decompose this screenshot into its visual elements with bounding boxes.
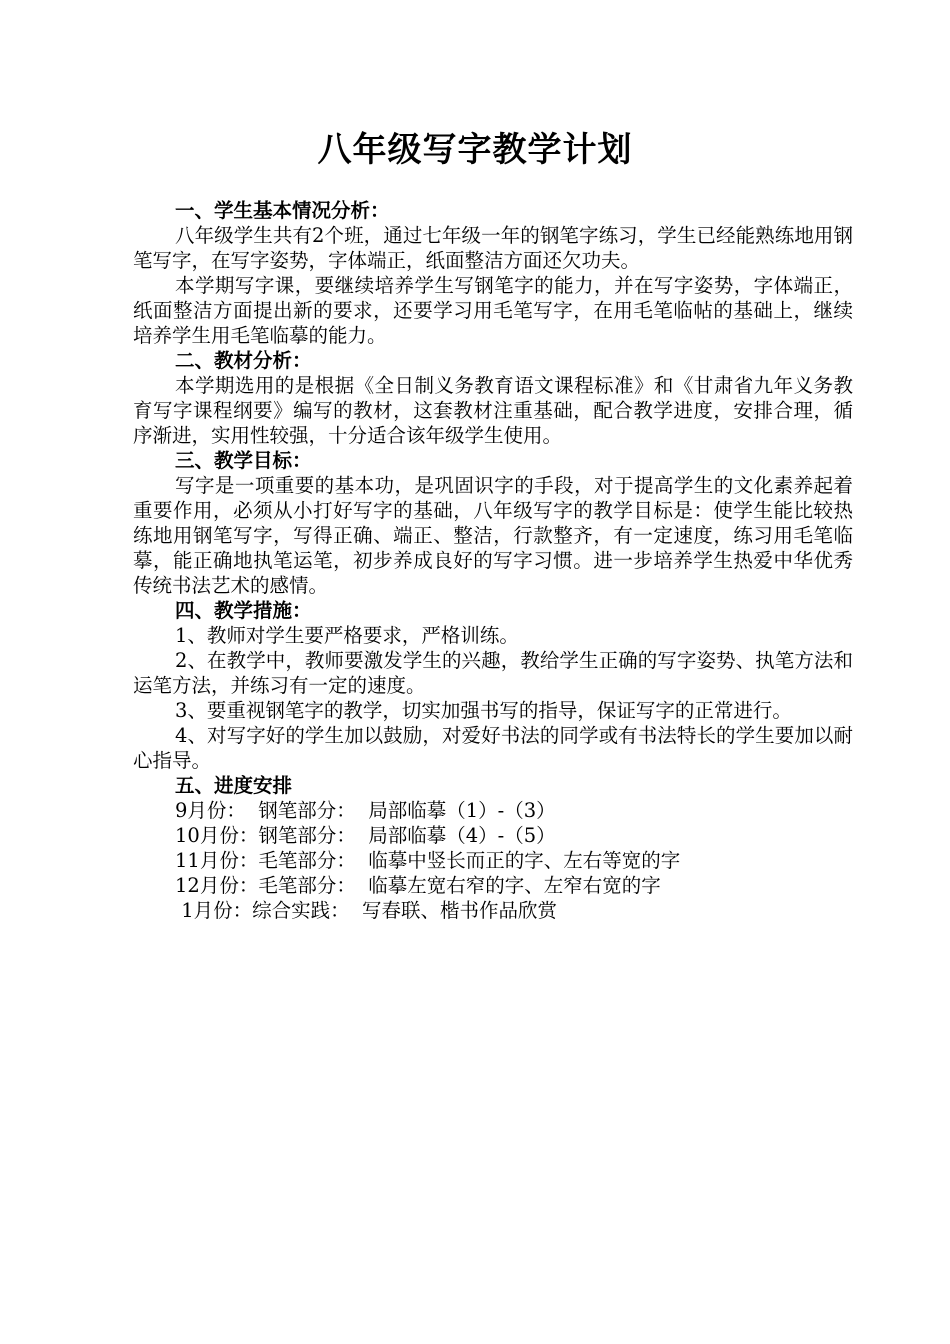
- schedule-item: 10月份：钢笔部分： 局部临摹（4）-（5）: [175, 824, 556, 847]
- section-heading: 五、进度安排: [175, 774, 293, 797]
- schedule-item: 12月份：毛笔部分： 临摹左宽右窄的字、左窄右宽的字: [175, 874, 661, 897]
- list-item: 3、要重视钢笔字的教学，切实加强书写的指导，保证写字的正常进行。: [175, 699, 792, 722]
- schedule-list: [133, 798, 853, 923]
- schedule-item: 1月份：综合实践： 写春联、楷书作品欣赏: [175, 899, 558, 922]
- list-item: 1、教师对学生要严格要求，严格训练。: [175, 624, 519, 647]
- schedule-item: 9月份： 钢笔部分： 局部临摹（1）-（3）: [175, 799, 556, 822]
- paragraph: 本学期选用的是根据《全日制义务教育语文课程标准》和《甘肃省九年义务教育写字课程纲要》编写的教材，这套教材注重基础，配合教学进度，安排合理，循序渐进，实用性较强，十分适合该年级学生使用。: [133, 374, 853, 447]
- section-heading: 一、学生基本情况分析：: [175, 199, 390, 222]
- paragraph: 写字是一项重要的基本功，是巩固识字的手段，对于提高学生的文化素养起着重要作用，必须从小打好写字的基础，八年级写字的教学目标是：使学生能比较热练地用钢笔写字，写得正确、端正、整洁，行款整齐，有一定速度，练习用毛笔临摹，能正确地执笔运笔，初步养成良好的写字习惯。进一步培养学生热爱中华优秀传统书法艺术的感情。: [133, 474, 853, 597]
- paragraph: 八年级学生共有2个班，通过七年级一年的钢笔字练习，学生已经能熟练地用钢笔写字，在写字姿势，字体端正，纸面整洁方面还欠功夫。: [133, 224, 853, 272]
- document-body: [133, 198, 853, 923]
- list-item: 4、对写字好的学生加以鼓励，对爱好书法的同学或有书法特长的学生要加以耐心指导。: [133, 724, 853, 772]
- schedule-item: 11月份：毛笔部分： 临摹中竖长而正的字、左右等宽的字: [175, 849, 681, 872]
- section-heading: 三、教学目标：: [175, 449, 312, 472]
- section-heading: 二、教材分析：: [175, 349, 312, 372]
- section-heading: 四、教学措施：: [175, 599, 312, 622]
- document-title: 八年级写字教学计划: [317, 130, 633, 170]
- list-item: 2、在教学中，教师要激发学生的兴趣，教给学生正确的写字姿势、执笔方法和运笔方法，并练习有一定的速度。: [133, 649, 853, 697]
- paragraph: 本学期写字课，要继续培养学生写钢笔字的能力，并在写字姿势，字体端正，纸面整洁方面提出新的要求，还要学习用毛笔写字，在用毛笔临帖的基础上，继续培养学生用毛笔临摹的能力。: [133, 274, 853, 347]
